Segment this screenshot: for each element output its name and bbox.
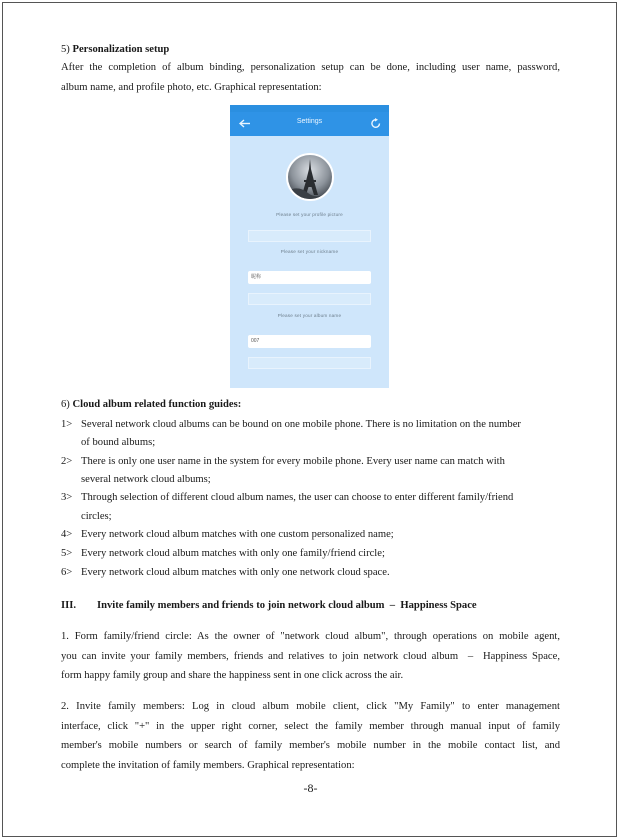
list-item: several network cloud albums; — [81, 474, 211, 485]
list-item-number: 3> — [61, 492, 73, 503]
list-item: Through selection of different cloud album names, the user can choose to enter different family/friend — [81, 492, 514, 503]
phone-screenshot — [230, 105, 389, 388]
list-item-number: 4> — [61, 529, 73, 540]
album-name-prompt: Please set your album name — [277, 313, 342, 318]
list-item-number: 5> — [61, 548, 73, 559]
list-item: of bound albums; — [81, 437, 156, 448]
page-number: -8- — [303, 781, 318, 795]
paragraph-invite-members: 2. Invite family members: Log in cloud album mobile client, click "My Family" to enter management interface, click "+" in the upper right corner, select the family member through manual input of family member's mobile numbers or search of family member's mobile number in the mobile contact list, and complete the invitation of family members. Graphical representation: — [61, 701, 560, 771]
nickname-button[interactable] — [248, 230, 371, 242]
section3-number: III. — [61, 600, 77, 611]
list-item: Several network cloud albums can be bound on one mobile phone. There is no limitation on the number — [81, 419, 521, 430]
section5-paragraph: After the completion of album binding, personalization setup can be done, including user name, password, album name, and profile photo, etc. Graphical representation: — [61, 62, 560, 93]
list-item: Every network cloud album matches with one custom personalized name; — [81, 529, 394, 540]
list-item: Every network cloud album matches with only one family/friend circle; — [81, 548, 385, 559]
nickname-prompt: Please set your nickname — [280, 249, 339, 254]
profile-photo-prompt: Please set your profile picture — [276, 212, 343, 217]
list-item: circles; — [81, 511, 112, 522]
section6-heading: 6) Cloud album related function guides: — [61, 399, 242, 410]
paragraph-family-circle: 1. Form family/friend circle: As the owner of "network cloud album", through operations on mobile agent, you can invite your family members, friends and relatives to join network cloud album – Happiness Space, form happy family group and share the happiness sent in one click across the air. — [61, 631, 560, 681]
section3-heading: Invite family members and friends to join network cloud album – Happiness Space — [97, 600, 477, 611]
phone-status-bar — [230, 105, 389, 112]
phone-title: Settings — [296, 118, 323, 125]
section5-heading: 5) Personalization setup — [61, 44, 170, 55]
eiffel-tower-photo-icon — [288, 155, 332, 199]
profile-photo[interactable] — [286, 153, 334, 201]
refresh-icon[interactable] — [370, 118, 382, 129]
nickname-input[interactable]: 昵称 — [248, 271, 371, 284]
extra-button[interactable] — [248, 357, 371, 369]
list-item: Every network cloud album matches with only one network cloud space. — [81, 567, 390, 578]
list-item: There is only one user name in the system for every mobile phone. Every user name can match with — [81, 456, 505, 467]
album-name-button[interactable] — [248, 293, 371, 305]
album-name-input[interactable]: 007 — [248, 335, 371, 348]
list-item-number: 6> — [61, 567, 73, 578]
list-item-number: 1> — [61, 419, 73, 430]
phone-nav-bar — [230, 112, 389, 136]
list-item-number: 2> — [61, 456, 73, 467]
